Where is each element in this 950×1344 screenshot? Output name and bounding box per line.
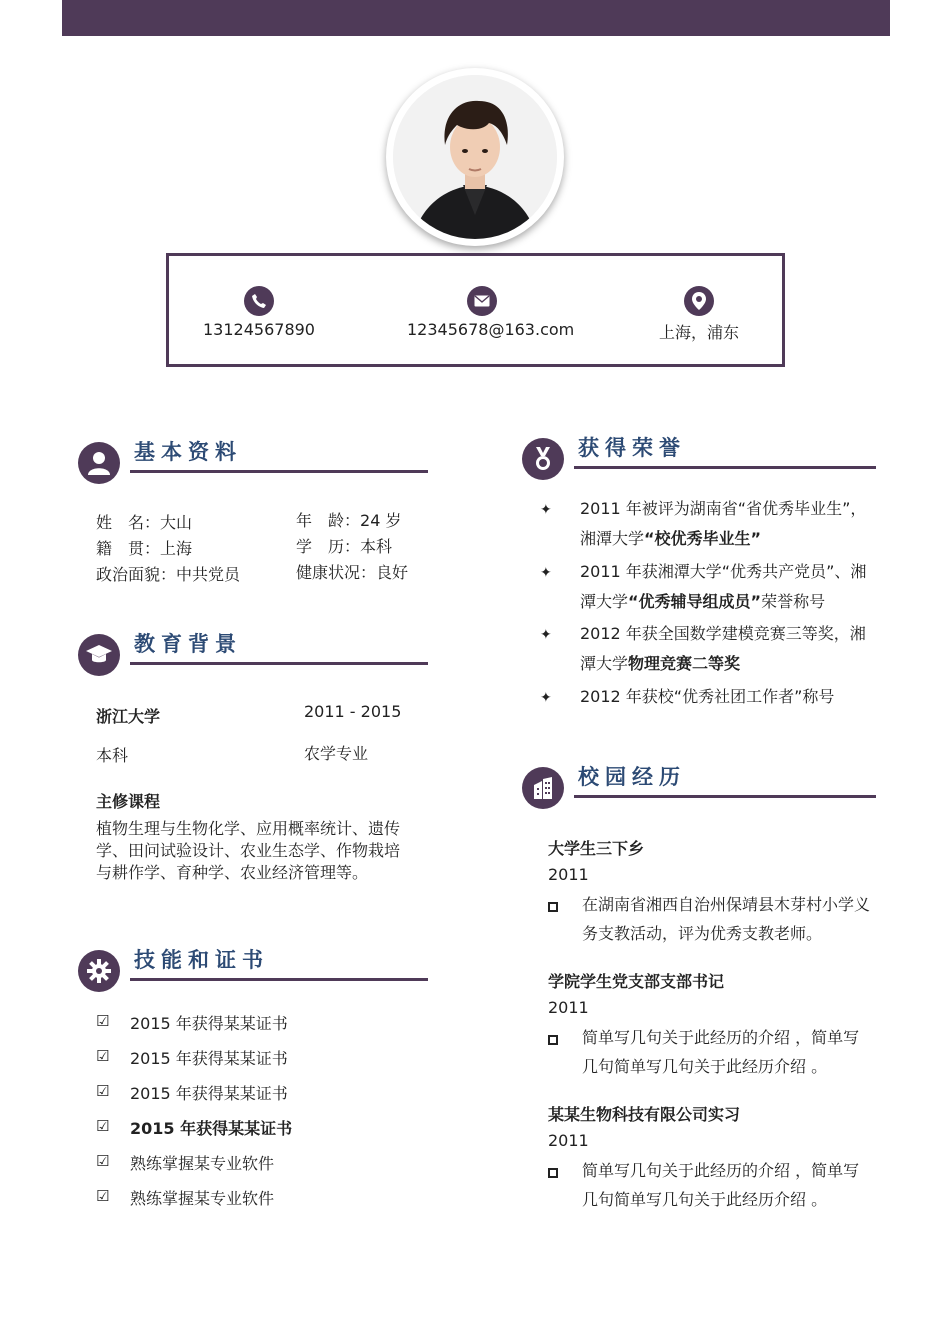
star-bullet-icon: ✦: [540, 627, 552, 643]
contact-location: [647, 286, 751, 343]
profile-photo: [393, 75, 557, 239]
campus-year: 2011: [548, 1131, 589, 1150]
campus-desc: 在湖南省湘西自治州保靖县木芽村小学义 务支教活动，评为优秀支教老师。: [582, 895, 871, 943]
square-bullet-icon: [548, 1168, 558, 1178]
honor-item: [580, 682, 880, 712]
honor-text: 2012 年获全国数学建模竞赛三等奖，湘潭大学: [580, 624, 866, 673]
campus-year: 2011: [548, 998, 589, 1017]
section-divider: [130, 662, 428, 665]
checkbox-icon: ☑: [96, 1082, 110, 1100]
age-label: 年 龄：: [296, 511, 361, 530]
section-education-title: 教育背景: [134, 632, 242, 656]
name-value: 大山: [160, 513, 193, 532]
email-address: 12345678@163.com: [407, 320, 575, 339]
campus-year: 2011: [548, 865, 589, 884]
skill-item: 2015 年获得某某证书: [130, 1119, 293, 1138]
origin-value: 上海: [160, 539, 193, 558]
skill-item: 2015 年获得某某证书: [130, 1014, 288, 1033]
education-years: 2011 - 2015: [304, 702, 402, 721]
section-honors-title: 获得荣誉: [578, 436, 686, 460]
contact-phone: [199, 286, 319, 339]
checkbox-icon: ☑: [96, 1152, 110, 1170]
top-banner: [62, 0, 890, 36]
medal-icon: [522, 438, 564, 480]
honor-strong: “校优秀毕业生”: [644, 529, 762, 548]
section-divider: [574, 466, 876, 469]
contact-box: [166, 253, 785, 367]
contact-email: [407, 286, 575, 339]
location-text: 上海，浦东: [658, 323, 739, 342]
skill-item: 熟练掌握某专业软件: [130, 1189, 275, 1208]
checkbox-icon: ☑: [96, 1117, 110, 1135]
school-name: 浙江大学: [96, 707, 161, 726]
section-divider: [130, 978, 428, 981]
honor-item: [580, 494, 880, 554]
mail-icon: [467, 286, 497, 316]
honor-strong: “优秀辅导组成员”: [628, 592, 762, 611]
skill-item: 2015 年获得某某证书: [130, 1084, 288, 1103]
skill-item: 2015 年获得某某证书: [130, 1049, 288, 1068]
campus-desc: 简单写几句关于此经历的介绍 ，简单写几句简单写几句关于此经历介绍 。: [582, 1161, 860, 1209]
honor-strong: 物理竞赛二等奖: [628, 654, 741, 673]
section-skills-title: 技能和证书: [134, 948, 269, 972]
graduation-cap-icon: [78, 634, 120, 676]
age-value: 24 岁: [360, 511, 402, 530]
honor-text: 2012 年获校“优秀社团工作者”称号: [580, 687, 835, 706]
education-level: 本科: [96, 746, 129, 765]
honor-item: [580, 557, 880, 617]
square-bullet-icon: [548, 1035, 558, 1045]
campus-desc: 简单写几句关于此经历的介绍 ，简单写几句简单写几句关于此经历介绍 。: [582, 1028, 860, 1076]
building-icon: [522, 767, 564, 809]
star-bullet-icon: ✦: [540, 565, 552, 581]
age-row: [296, 508, 401, 531]
star-bullet-icon: ✦: [540, 502, 552, 518]
section-divider: [130, 470, 428, 473]
user-icon: [78, 442, 120, 484]
location-pin-icon: [684, 286, 714, 316]
honor-after: 荣誉称号: [761, 592, 826, 611]
honor-item: [580, 619, 880, 679]
origin-row: [96, 536, 192, 559]
name-label: 姓 名：: [96, 513, 161, 532]
origin-label: 籍 贯：: [96, 539, 161, 558]
phone-icon: [244, 286, 274, 316]
gear-icon: [78, 950, 120, 992]
section-basic-title: 基本资料: [134, 440, 242, 464]
politics-value: 中共党员: [176, 565, 241, 584]
health-label: 健康状况：: [296, 563, 377, 582]
campus-role: 某某生物科技有限公司实习: [548, 1105, 741, 1124]
honor-text: 2011 年被评为湖南省“省优秀毕业生”，湘潭大学: [580, 499, 867, 548]
honor-text: 2011 年获湘潭大学“优秀共产党员”、湘潭大学: [580, 562, 867, 611]
health-value: 良好: [376, 563, 409, 582]
education-major: 农学专业: [304, 744, 369, 763]
degree-row: [296, 534, 392, 557]
courses-title: 主修课程: [96, 792, 161, 811]
checkbox-icon: ☑: [96, 1012, 110, 1030]
health-row: [296, 560, 408, 583]
name-row: [96, 510, 192, 533]
campus-role: 学院学生党支部支部书记: [548, 972, 725, 991]
profile-photo-frame: [386, 68, 564, 246]
courses-text: 植物生理与生物化学、应用概率统计、遗传学、田问试验设计、农业生态学、作物栽培与耕作学、育种学、农业经济管理等。: [96, 819, 401, 882]
section-campus-title: 校园经历: [578, 765, 686, 789]
degree-value: 本科: [360, 537, 393, 556]
skill-item: 熟练掌握某专业软件: [130, 1154, 275, 1173]
degree-label: 学 历：: [296, 537, 361, 556]
checkbox-icon: ☑: [96, 1187, 110, 1205]
section-divider: [574, 795, 876, 798]
star-bullet-icon: ✦: [540, 690, 552, 706]
politics-label: 政治面貌：: [96, 565, 177, 584]
campus-role: 大学生三下乡: [548, 839, 645, 858]
checkbox-icon: ☑: [96, 1047, 110, 1065]
phone-number: 13124567890: [203, 320, 315, 339]
politics-row: [96, 562, 240, 585]
square-bullet-icon: [548, 902, 558, 912]
